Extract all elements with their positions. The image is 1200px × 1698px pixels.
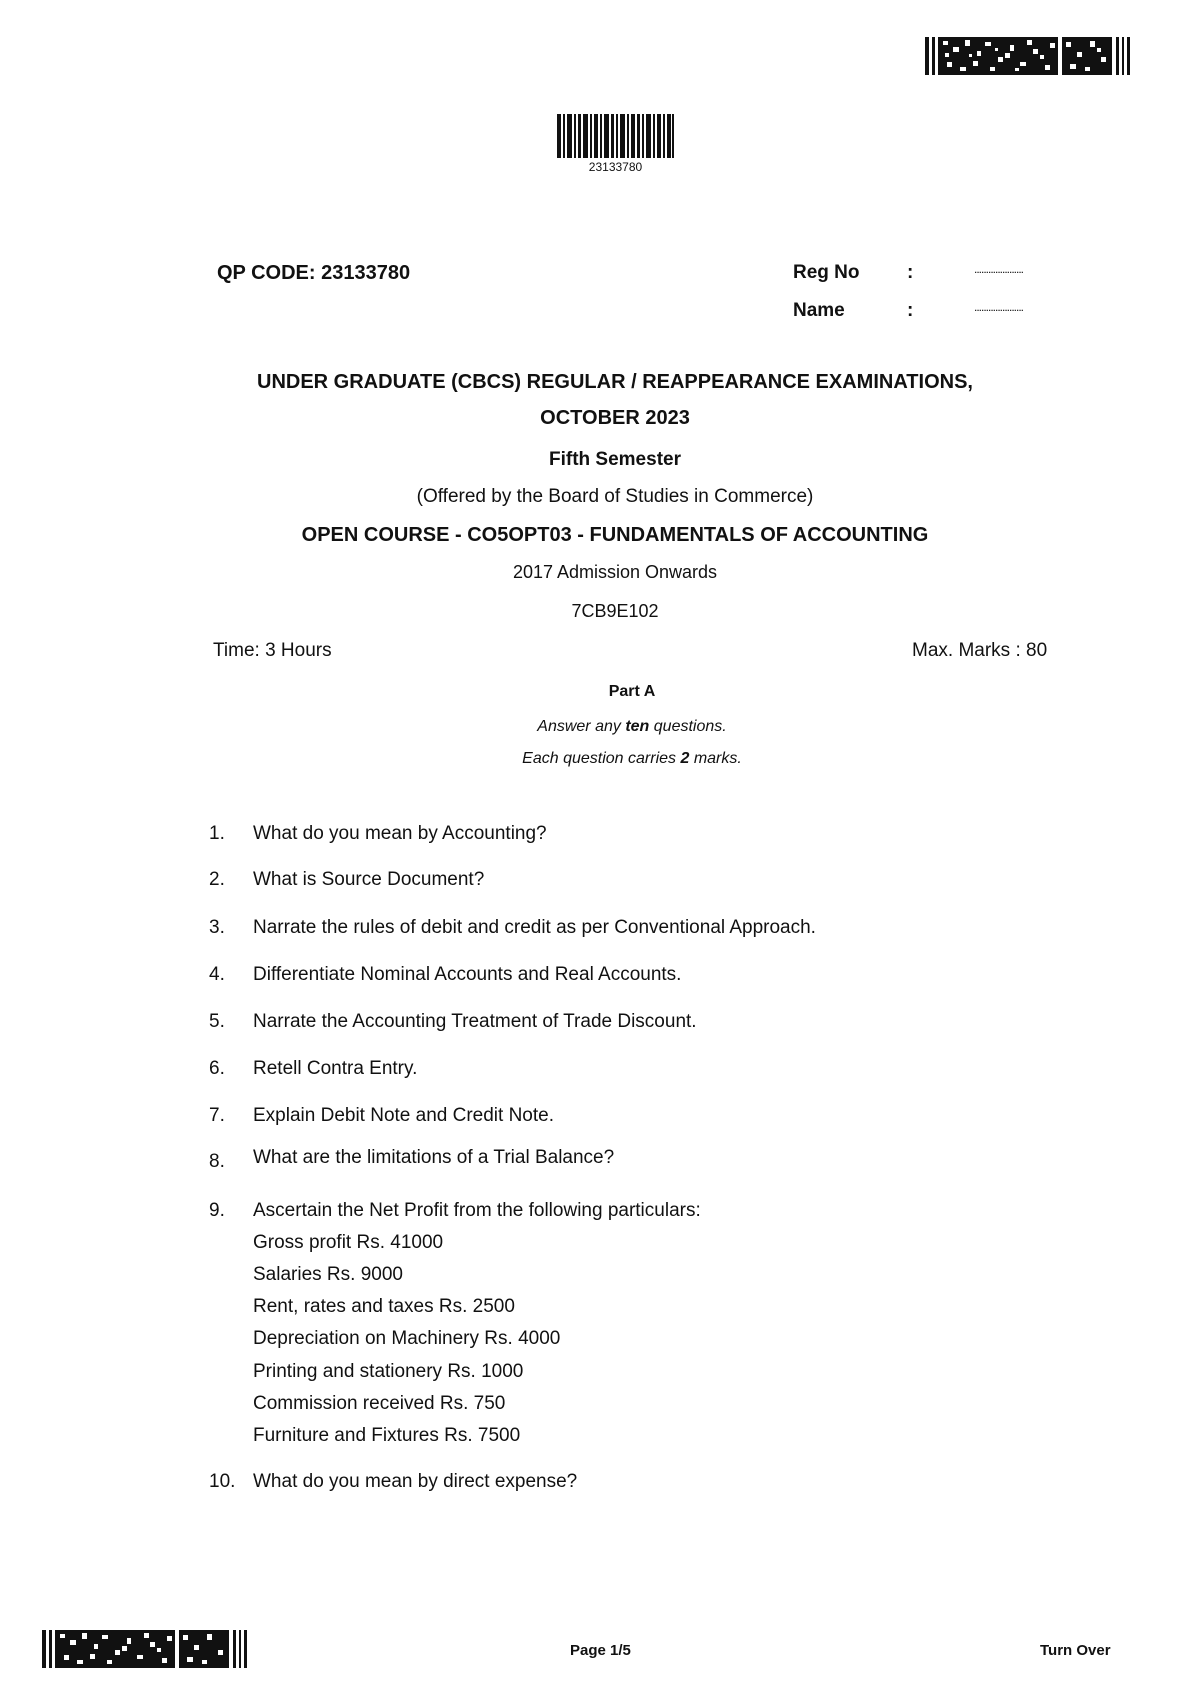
reg-no-field[interactable]: ..................... bbox=[974, 262, 1024, 276]
admission: 2017 Admission Onwards bbox=[512, 562, 718, 582]
question-number: 4. bbox=[209, 964, 225, 985]
question-text: What do you mean by Accounting? bbox=[253, 823, 547, 844]
question-text: Narrate the Accounting Treatment of Trade Discount. bbox=[253, 1011, 697, 1032]
reg-no-label: Reg No bbox=[793, 262, 860, 283]
question-number: 2. bbox=[209, 869, 225, 890]
question-number: 9. bbox=[209, 1200, 225, 1221]
max-marks: Max. Marks : 80 bbox=[912, 640, 1048, 661]
exam-title-line1: UNDER GRADUATE (CBCS) REGULAR / REAPPEARANCE EXAMINATIONS, bbox=[257, 371, 973, 393]
question-text: What do you mean by direct expense? bbox=[253, 1471, 578, 1492]
question-text: Narrate the rules of debit and credit as per Conventional Approach. bbox=[253, 917, 816, 938]
top-right-barcode bbox=[925, 37, 1130, 75]
question-number: 10. bbox=[209, 1471, 236, 1492]
barcode-caption: 23133780 bbox=[588, 160, 643, 174]
page-number: Page 1/5 bbox=[570, 1642, 631, 1659]
instruction-1-pre: Answer any bbox=[537, 718, 626, 735]
question-number: 3. bbox=[209, 917, 225, 938]
instruction-2 bbox=[32, 750, 1200, 768]
instruction-2-pre: Each question carries bbox=[522, 750, 681, 767]
particular-line: Printing and stationery Rs. 1000 bbox=[253, 1361, 524, 1382]
question-text: Retell Contra Entry. bbox=[253, 1058, 418, 1079]
center-barcode bbox=[557, 114, 674, 158]
instruction-2-bold: 2 bbox=[680, 750, 690, 767]
course-title: OPEN COURSE - CO5OPT03 - FUNDAMENTALS OF ACCOUNTING bbox=[301, 524, 929, 546]
question-text: Explain Debit Note and Credit Note. bbox=[253, 1105, 554, 1126]
offered-by: (Offered by the Board of Studies in Commerce) bbox=[416, 486, 814, 507]
question-text: Differentiate Nominal Accounts and Real Accounts. bbox=[253, 964, 682, 985]
exam-title-line2: OCTOBER 2023 bbox=[540, 407, 690, 429]
question-number: 1. bbox=[209, 823, 225, 844]
name-label: Name bbox=[793, 300, 845, 321]
question-number: 5. bbox=[209, 1011, 225, 1032]
question-text: What are the limitations of a Trial Balance? bbox=[253, 1147, 615, 1168]
time: Time: 3 Hours bbox=[213, 640, 332, 661]
instruction-2-post: marks. bbox=[689, 750, 742, 767]
bottom-left-barcode bbox=[42, 1630, 247, 1668]
name-colon: : bbox=[907, 300, 914, 321]
part-heading: Part A bbox=[608, 683, 656, 700]
instruction-1-post: questions. bbox=[649, 718, 727, 735]
particular-line: Gross profit Rs. 41000 bbox=[253, 1232, 444, 1253]
particular-line: Commission received Rs. 750 bbox=[253, 1393, 506, 1414]
particular-line: Depreciation on Machinery Rs. 4000 bbox=[253, 1328, 561, 1349]
particular-line: Rent, rates and taxes Rs. 2500 bbox=[253, 1296, 515, 1317]
question-text: What is Source Document? bbox=[253, 869, 485, 890]
qp-code: QP CODE: 23133780 bbox=[217, 262, 411, 284]
semester: Fifth Semester bbox=[549, 449, 681, 470]
turn-over: Turn Over bbox=[1040, 1642, 1111, 1659]
particular-line: Salaries Rs. 9000 bbox=[253, 1264, 403, 1285]
question-text: Ascertain the Net Profit from the following particulars: bbox=[253, 1200, 701, 1221]
reg-no-colon: : bbox=[907, 262, 914, 283]
question-number: 7. bbox=[209, 1105, 225, 1126]
name-field[interactable]: ..................... bbox=[974, 300, 1024, 314]
course-code: 7CB9E102 bbox=[571, 601, 659, 621]
question-number: 6. bbox=[209, 1058, 225, 1079]
instruction-1 bbox=[32, 718, 1200, 736]
question-number: 8. bbox=[209, 1151, 225, 1172]
instruction-1-bold: ten bbox=[625, 718, 650, 735]
particular-line: Furniture and Fixtures Rs. 7500 bbox=[253, 1425, 521, 1446]
